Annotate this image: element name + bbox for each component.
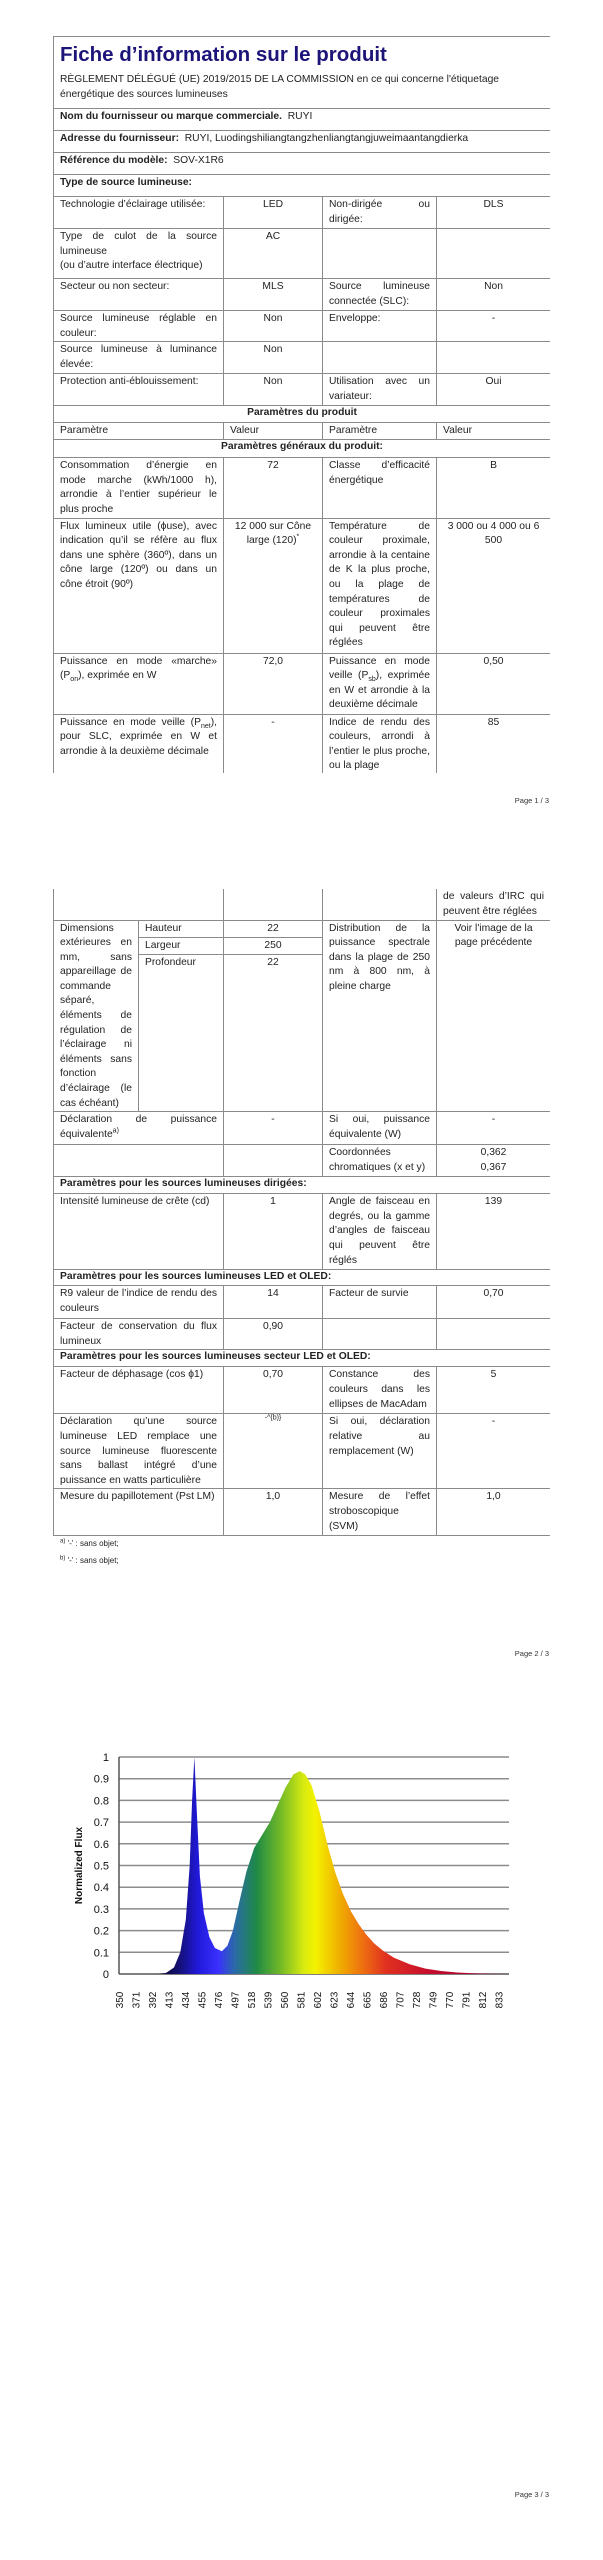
table-row — [54, 197, 551, 229]
x-tick-label: 434 — [181, 1991, 192, 2009]
parameter-label — [323, 1319, 437, 1350]
parameter-label: Source lumineuse connectée (SLC): — [323, 279, 437, 311]
parameter-value: 0,90 — [224, 1319, 323, 1350]
page-1 — [53, 36, 550, 773]
parameter-label: de valeurs d’IRC qui peuvent être réglées — [437, 889, 551, 920]
empty-cell — [323, 889, 437, 920]
info-label: Nom du fournisseur ou marque commerciale. — [60, 111, 283, 122]
x-tick-label: 770 — [445, 1991, 456, 2009]
parameter-label: Intensité lumineuse de crête (cd) — [54, 1194, 224, 1270]
parameter-label: Puissance en mode «marche» $(P_{on})$, exprimée en W — [54, 653, 224, 714]
parameter-label: Si oui, puissance équivalente (W) — [323, 1112, 437, 1145]
x-tick-label: 644 — [346, 1991, 357, 2009]
parameter-value: 5 — [437, 1367, 551, 1414]
parameter-label: Mesure du papillotement (Pst LM) — [54, 1489, 224, 1536]
y-tick-label: 0.3 — [93, 1903, 109, 1916]
parameter-label: Indice de rendu des couleurs, arrondi à l’entier le plus proche, ou la plage — [323, 714, 437, 773]
y-tick-label: 0.1 — [93, 1947, 109, 1960]
parameter-value: - — [224, 1112, 323, 1145]
table-row — [54, 1145, 551, 1177]
parameter-label: Déclaration qu’une source lumineuse LED remplace une source lumineuse fluorescente sans ballast intégré d’une puissance en watts particulière — [54, 1414, 224, 1489]
parameter-label: Angle de faisceau en degrés, ou la gamme d’angles de faisceau qui peuvent être réglés — [323, 1194, 437, 1270]
parameter-value: AC — [224, 229, 323, 279]
parameter-value: 0,362 0,367 — [437, 1145, 551, 1177]
y-tick-label: 0 — [102, 1969, 109, 1981]
parameter-value: 3 000 ou 4 000 ou 6 500 — [437, 518, 551, 653]
x-tick-label: 413 — [164, 1991, 176, 2009]
page-title: Fiche d’information sur le produit — [60, 43, 387, 66]
x-tick-label: 455 — [197, 1991, 209, 2009]
parameter-label: Puissance en mode veille $(P_{sb})$, exprimée en W et arrondie à la deuxième décimale — [323, 653, 437, 714]
parameter-value: 1 — [224, 1194, 323, 1270]
table-row — [54, 518, 551, 653]
x-tick-label: 812 — [478, 1991, 489, 2009]
parameter-label: Coordonnées chromatiques (x et y) — [323, 1145, 437, 1177]
parameter-label: Paramètre — [54, 423, 224, 440]
parameter-value: B — [437, 458, 551, 518]
section-title: Paramètres pour les sources lumineuses secteur LED et OLED: — [54, 1350, 551, 1367]
parameter-value: Non — [224, 311, 323, 342]
info-cell — [54, 175, 551, 197]
table-row — [54, 1112, 551, 1145]
parameter-value — [437, 229, 551, 279]
section-row — [54, 1350, 551, 1367]
parameter-label: Paramètre — [323, 423, 437, 440]
y-tick-label: 0.7 — [93, 1817, 109, 1830]
parameter-value: Non — [437, 279, 551, 311]
parameter-value: 85 — [437, 714, 551, 773]
parameter-value: 0,70 — [437, 1286, 551, 1319]
parameter-label: Facteur de survie — [323, 1286, 437, 1319]
y-tick-label: 0.4 — [93, 1882, 109, 1895]
parameter-label: Classe d’efficacité énergétique — [323, 458, 437, 518]
parameter-label: Facteur de déphasage (cos ϕ1) — [54, 1367, 224, 1414]
parameter-value: 1,0 — [437, 1489, 551, 1536]
empty-cell — [224, 889, 323, 920]
x-tick-label: 686 — [379, 1991, 390, 2009]
section-row — [54, 1270, 551, 1286]
parameter-value: Non — [224, 342, 323, 374]
info-cell — [54, 131, 551, 153]
x-tick-label: 539 — [263, 1991, 275, 2009]
table-row — [54, 714, 551, 773]
x-tick-label: 560 — [280, 1991, 291, 2009]
empty-cell — [54, 889, 224, 920]
table-row — [54, 889, 551, 920]
info-value: RUYI — [282, 111, 313, 122]
y-tick-label: 0.5 — [93, 1860, 109, 1873]
table-row — [54, 1319, 551, 1350]
section-title: Paramètres généraux du produit: — [54, 440, 551, 458]
info-cell — [54, 153, 551, 175]
dimension-value: 22 — [224, 954, 323, 1112]
info-value: RUYI, Luodingshiliangtangzhenliangtangjuweimaantangdierka — [179, 133, 469, 144]
parameter-label: Protection anti-éblouissement: — [54, 374, 224, 406]
parameter-value: 139 — [437, 1194, 551, 1270]
parameter-value: - — [437, 1112, 551, 1145]
parameter-value: 14 — [224, 1286, 323, 1319]
footnote-b: $^{b)}$ '-' : sans objet; — [60, 1555, 119, 1565]
x-tick-label: 623 — [329, 1991, 341, 2009]
parameter-value: LED — [224, 197, 323, 229]
x-tick-label: 665 — [362, 1991, 374, 2009]
parameter-label: Température de couleur proximale, arrondie à la centaine de K la plus proche, ou la plage de températures de couleur proximales qui peuvent être réglées — [323, 518, 437, 653]
dimension-value: 22 — [224, 920, 323, 937]
product-info-table-page-1 — [53, 36, 550, 773]
footnote-a: $^{a)}$ '-' : sans objet; — [60, 1538, 119, 1548]
parameter-value: 1,0 — [224, 1489, 323, 1536]
parameter-value: 0,50 — [437, 653, 551, 714]
table-row — [54, 342, 551, 374]
section-title: Paramètres pour les sources lumineuses dirigées: — [54, 1177, 551, 1194]
parameter-label: Consommation d’énergie en mode marche (kWh/1000 h), arrondie à l’entier supérieur le plus proche — [54, 458, 224, 518]
parameter-label: Distribution de la puissance spectrale dans la plage de 250 nm à 800 nm, à pleine charge — [323, 920, 437, 1112]
parameter-label: Facteur de conservation du flux lumineux — [54, 1319, 224, 1350]
x-tick-label: 350 — [115, 1991, 126, 2009]
info-label: Type de source lumineuse: — [60, 177, 192, 188]
parameter-label: Déclaration de puissance équivalente$^{a)}$ — [54, 1112, 224, 1145]
parameter-label: Secteur ou non secteur: — [54, 279, 224, 311]
page-number: Page 1 / 3 — [514, 796, 549, 805]
parameter-value: MLS — [224, 279, 323, 311]
x-tick-label: 371 — [131, 1991, 143, 2009]
x-tick-label: 518 — [247, 1991, 258, 2009]
table-row — [54, 1414, 551, 1489]
parameter-value: 12 000 sur Cône large (120)* — [224, 518, 323, 653]
parameter-label — [323, 229, 437, 279]
x-tick-label: 749 — [428, 1991, 440, 2009]
parameter-value: Non — [224, 374, 323, 406]
parameter-label: Source lumineuse réglable en couleur: — [54, 311, 224, 342]
parameter-value — [437, 342, 551, 374]
x-tick-label: 476 — [214, 1991, 225, 2009]
section-row — [54, 406, 551, 423]
dimension-row — [54, 920, 551, 937]
info-label: Référence du modèle: — [60, 155, 168, 166]
parameter-value: Valeur — [437, 423, 551, 440]
dimension-name: Profondeur — [139, 954, 224, 1112]
parameter-value: - — [437, 1414, 551, 1489]
page-2 — [53, 889, 550, 1549]
section-row — [54, 1177, 551, 1194]
parameter-label: R9 valeur de l’indice de rendu des couleurs — [54, 1286, 224, 1319]
dimension-name: Largeur — [139, 937, 224, 954]
parameter-label: Source lumineuse à luminance élevée: — [54, 342, 224, 374]
table-row — [54, 279, 551, 311]
parameter-label: Constance des couleurs dans les ellipses de MacAdam — [323, 1367, 437, 1414]
x-tick-label: 392 — [148, 1991, 159, 2009]
product-info-table-page-2 — [53, 889, 550, 1536]
section-row — [54, 440, 551, 458]
info-value: SOV-X1R6 — [167, 155, 224, 166]
x-tick-label: 791 — [461, 1991, 473, 2009]
page-number: Page 3 / 3 — [514, 2490, 549, 2499]
parameter-label: Si oui, déclaration relative au remplacement (W) — [323, 1414, 437, 1489]
x-tick-label: 497 — [230, 1991, 242, 2009]
parameter-label — [54, 1145, 224, 1177]
table-row — [54, 1286, 551, 1319]
dimensions-label: Dimensions extérieures en mm, sans appareillage de commande séparé, éléments de régulation de l’éclairage ni éléments sans fonction d’éclairage (le cas échéant) — [54, 920, 139, 1112]
info-label: Adresse du fournisseur: — [60, 133, 180, 144]
parameter-value: 0,70 — [224, 1367, 323, 1414]
parameter-label: Technologie d’éclairage utilisée: — [54, 197, 224, 229]
supplier-info-row — [54, 131, 551, 153]
y-tick-label: 0.9 — [93, 1773, 109, 1786]
parameter-label: Enveloppe: — [323, 311, 437, 342]
y-tick-label: 0.2 — [93, 1925, 109, 1938]
supplier-info-row — [54, 175, 551, 197]
parameter-label: Puissance en mode veille $(P_{net})$, pour SLC, exprimée en W et arrondie à la deuxième décimale — [54, 714, 224, 773]
page-number: Page 2 / 3 — [514, 1649, 549, 1658]
parameter-label: Mesure de l’effet stroboscopique (SVM) — [323, 1489, 437, 1536]
y-axis-title: Normalized Flux — [74, 1826, 85, 1905]
supplier-info-row — [54, 153, 551, 175]
parameter-value: Valeur — [224, 423, 323, 440]
parameter-value: Voir l'image de la page précédente — [437, 920, 551, 1112]
parameter-value: 72 — [224, 458, 323, 518]
table-row — [54, 423, 551, 440]
parameter-label: Type de culot de la source lumineuse (ou d’autre interface électrique) — [54, 229, 224, 279]
parameter-value: - — [437, 311, 551, 342]
x-tick-label: 728 — [412, 1991, 423, 2009]
table-row — [54, 653, 551, 714]
replacement-declaration-value: -^{b)} — [264, 1414, 282, 1422]
dimension-value: 250 — [224, 937, 323, 954]
table-row — [54, 458, 551, 518]
spectral-distribution-chart — [0, 1730, 603, 2030]
x-tick-label: 581 — [296, 1991, 308, 2009]
parameter-value — [224, 1414, 323, 1489]
info-cell — [54, 109, 551, 131]
parameter-value: DLS — [437, 197, 551, 229]
x-tick-label: 602 — [313, 1991, 324, 2009]
parameter-label — [323, 342, 437, 374]
table-row — [54, 311, 551, 342]
section-title: Paramètres pour les sources lumineuses LED et OLED: — [54, 1270, 551, 1286]
parameter-label: Flux lumineux utile (ϕuse), avec indication qu’il se réfère au flux dans une sphère (360º), dans un cône large (120º) ou dans un cône étroit (90º) — [54, 518, 224, 653]
parameter-label: Utilisation avec un variateur: — [323, 374, 437, 406]
y-tick-label: 1 — [102, 1752, 109, 1764]
parameter-label: Non-dirigée ou dirigée: — [323, 197, 437, 229]
table-row — [54, 1367, 551, 1414]
table-row — [54, 1194, 551, 1270]
header-cell — [54, 37, 551, 109]
parameter-value — [224, 1145, 323, 1177]
y-tick-label: 0.8 — [93, 1795, 109, 1808]
table-row — [54, 374, 551, 406]
y-tick-label: 0.6 — [93, 1838, 109, 1851]
table-row — [54, 1489, 551, 1536]
parameter-value — [437, 1319, 551, 1350]
regulation-text: RÈGLEMENT DÉLÉGUÉ (UE) 2019/2015 DE LA COMMISSION en ce qui concerne l'étiquetage énergétique des sources lumineuses — [60, 74, 500, 100]
section-title: Paramètres du produit — [54, 406, 551, 423]
x-tick-label: 707 — [395, 1991, 407, 2009]
table-row — [54, 229, 551, 279]
parameter-value: Oui — [437, 374, 551, 406]
x-tick-label: 833 — [494, 1991, 506, 2009]
dimension-name: Hauteur — [139, 920, 224, 937]
supplier-info-row — [54, 109, 551, 131]
parameter-value: 72,0 — [224, 653, 323, 714]
parameter-value: - — [224, 714, 323, 773]
